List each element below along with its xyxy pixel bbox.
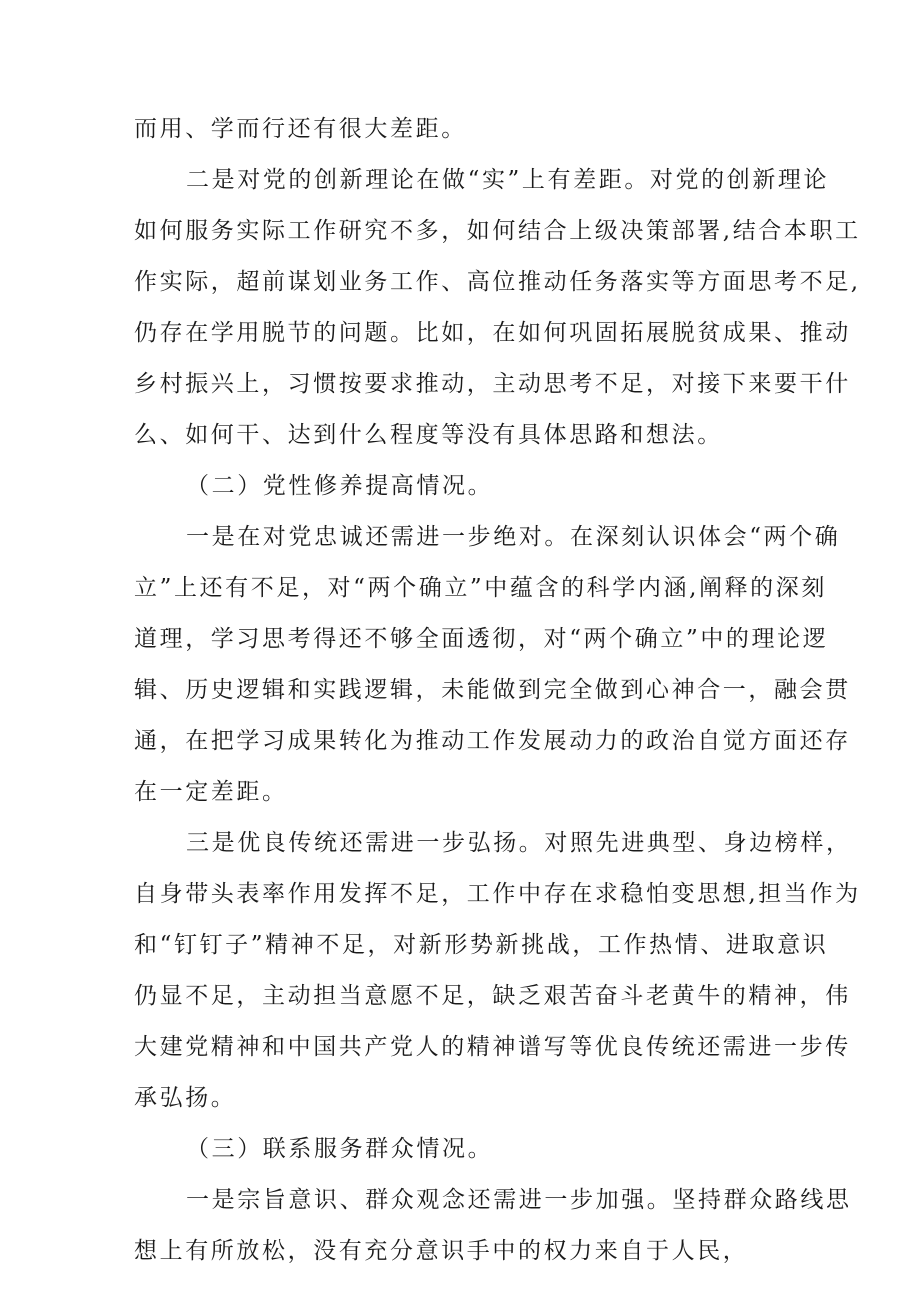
text-line: 想上有所放松，没有充分意识手中的权力来自于人民，: [134, 1238, 749, 1264]
text-line: 二是对党的创新理论在做“实”上有差距。对党的创新理论: [186, 167, 830, 193]
section-heading: （三）联系服务群众情况。: [186, 1136, 494, 1162]
text-line: 一是宗旨意识、群众观念还需进一步加强。坚持群众路线思: [186, 1187, 852, 1213]
text-line: 承弘扬。: [134, 1085, 237, 1111]
text-line: 道理，学习思考得还不够全面透彻，对“两个确立”中的理论逻: [134, 626, 829, 652]
text-line: 而用、学而行还有很大差距。: [134, 116, 467, 142]
text-line: 辑、历史逻辑和实践逻辑，未能做到完全做到心神合一，融会贯: [134, 677, 851, 703]
text-line: 三是优良传统还需进一步弘扬。对照先进典型、身边榜样，: [186, 830, 852, 856]
text-line: 通，在把学习成果转化为推动工作发展动力的政治自觉方面还存: [134, 728, 851, 754]
text-line: 作实际，超前谋划业务工作、高位推动任务落实等方面思考不足,: [134, 269, 861, 295]
text-line: 大建党精神和中国共产党人的精神谱写等优良传统还需进一步传: [134, 1034, 851, 1060]
text-line: 乡村振兴上，习惯按要求推动，主动思考不足，对接下来要干什: [134, 371, 851, 397]
text-line: 立”上还有不足，对“两个确立”中蕴含的科学内涵,阐释的深刻: [134, 575, 827, 601]
text-line: 一是在对党忠诚还需进一步绝对。在深刻认识体会“两个确: [186, 524, 841, 550]
text-line: 在一定差距。: [134, 779, 288, 805]
text-line: 仍显不足，主动担当意愿不足，缺乏艰苦奋斗老黄牛的精神，伟: [134, 983, 851, 1009]
text-line: 和“钉钉子”精神不足，对新形势新挑战，工作热情、进取意识: [134, 932, 829, 958]
text-line: 么、如何干、达到什么程度等没有具体思路和想法。: [134, 422, 723, 448]
text-line: 如何服务实际工作研究不多，如何结合上级决策部署,结合本职工: [134, 218, 861, 244]
text-line: 仍存在学用脱节的问题。比如，在如何巩固拓展脱贫成果、推动: [134, 320, 851, 346]
section-heading: （二）党性修养提高情况。: [186, 473, 494, 499]
text-line: 自身带头表率作用发挥不足，工作中存在求稳怕变思想,担当作为: [134, 881, 861, 907]
